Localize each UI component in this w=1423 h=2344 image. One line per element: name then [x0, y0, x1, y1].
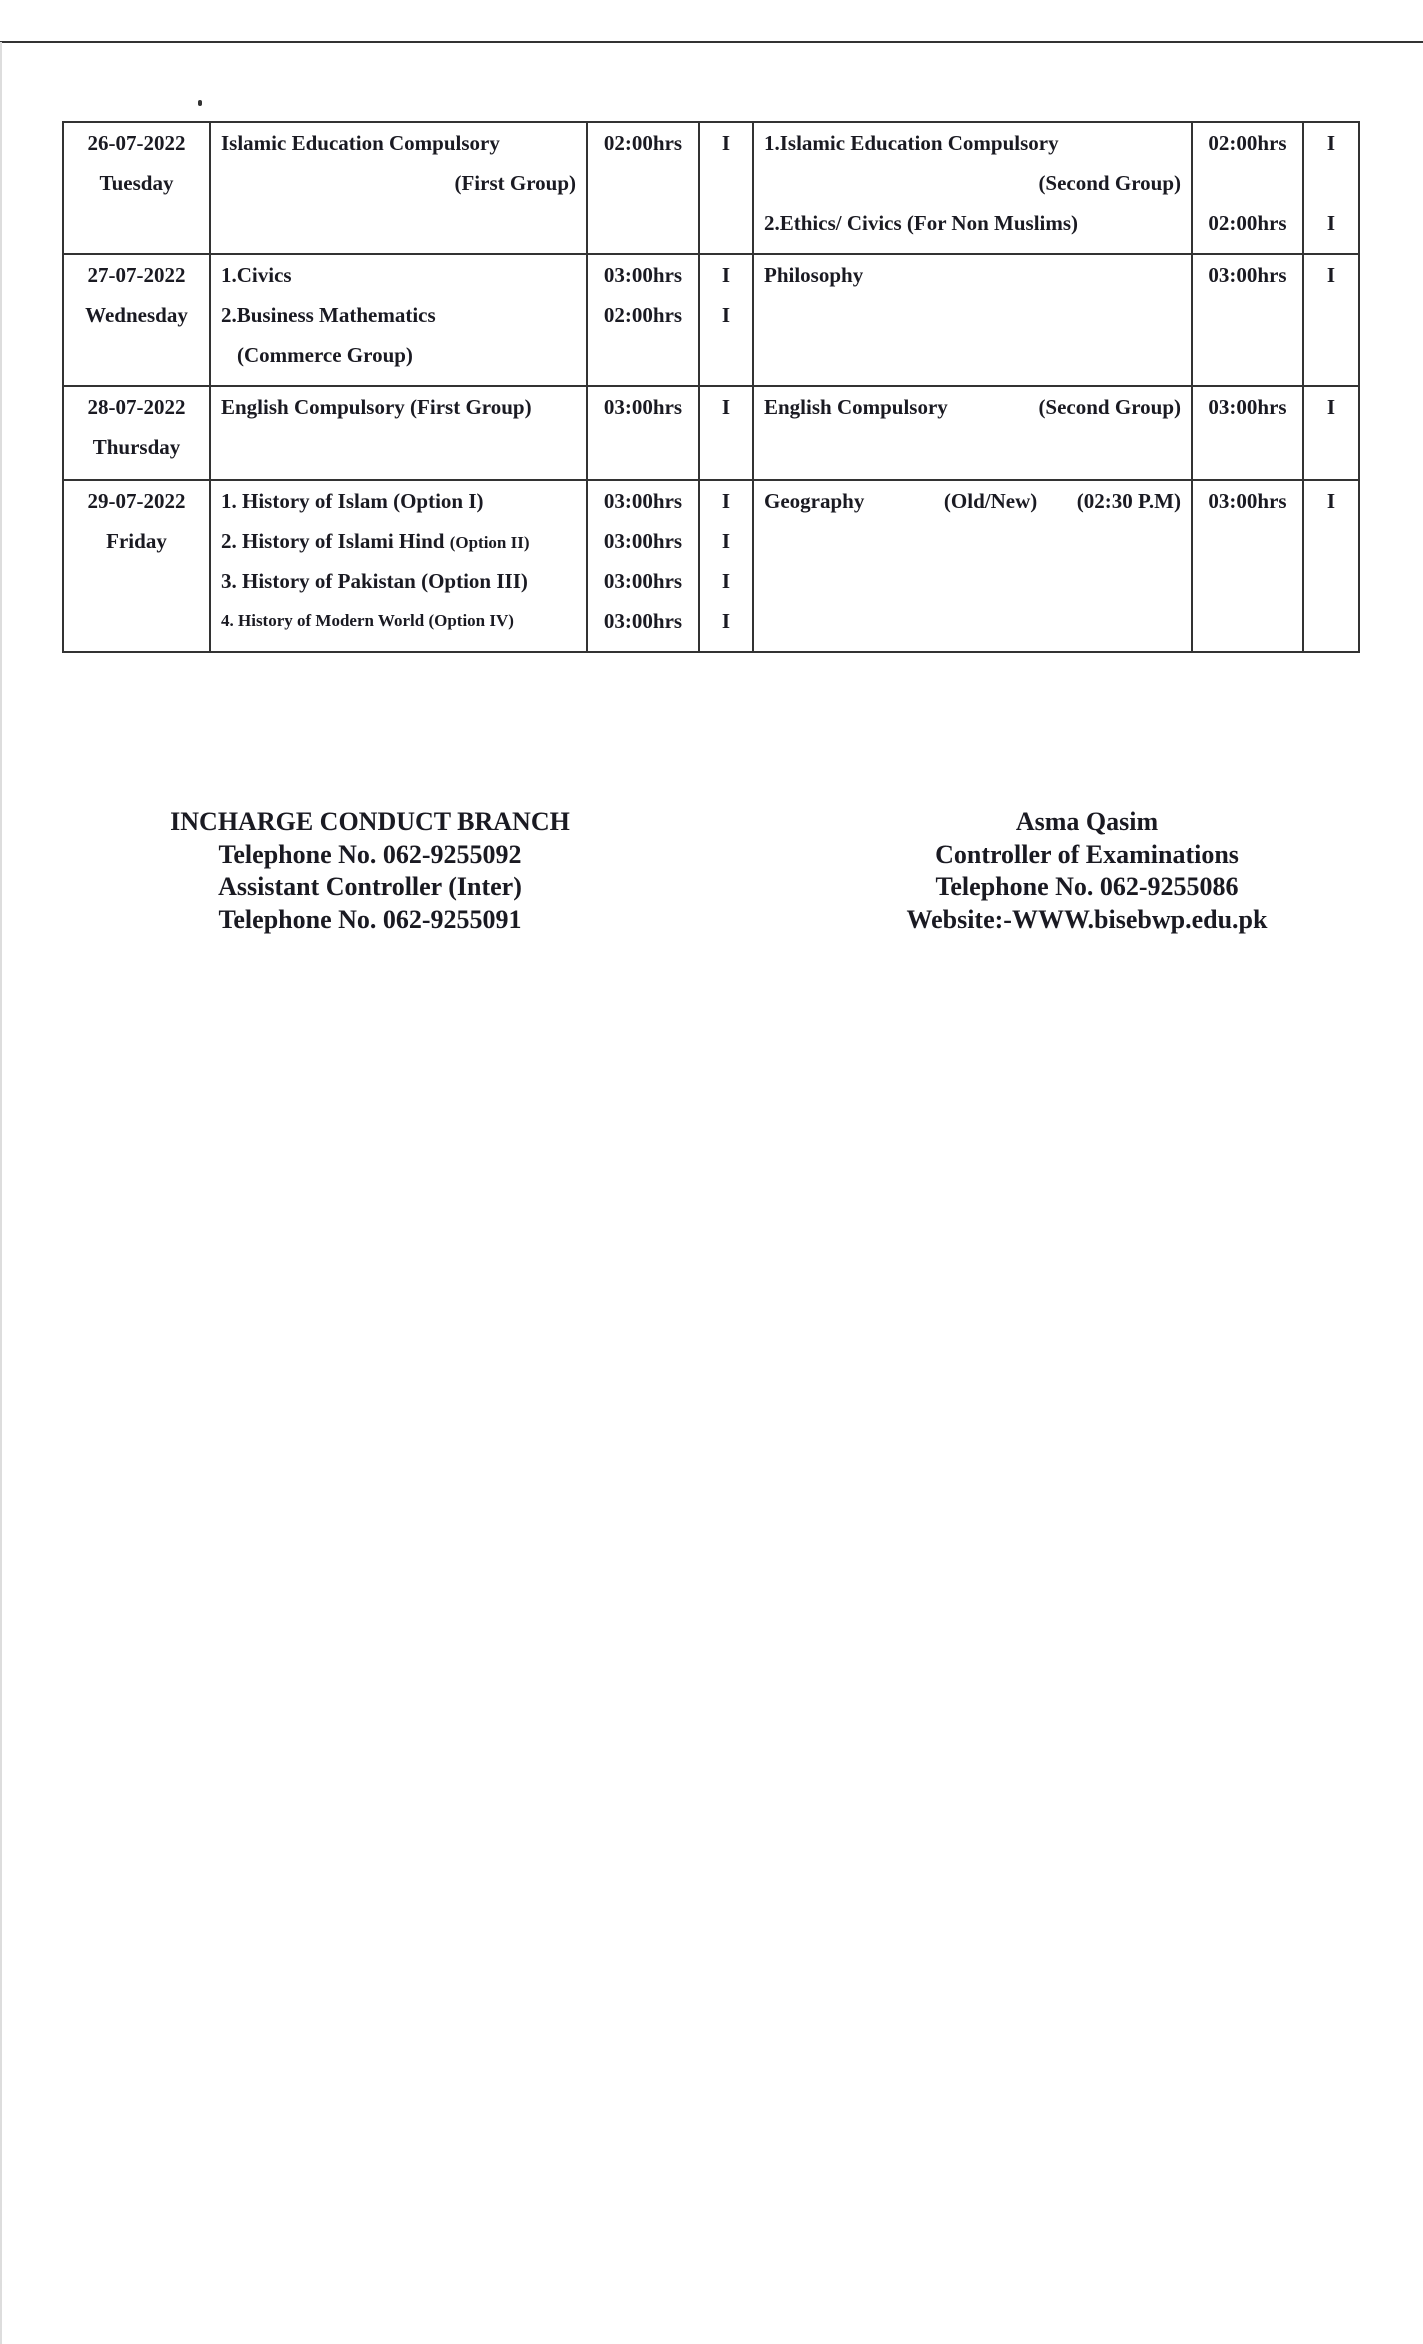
duration: 02:00hrs	[1208, 211, 1287, 235]
paper: I	[1326, 489, 1336, 513]
table-row	[63, 386, 1359, 480]
office-title: Assistant Controller (Inter)	[218, 872, 522, 901]
second-paper-cell	[1303, 386, 1359, 480]
first-sitting-subjects	[210, 254, 587, 386]
subject: 1.Civics	[221, 263, 292, 287]
top-border-line	[0, 41, 1423, 43]
duration: 02:00hrs	[603, 131, 683, 155]
first-time-cell	[587, 254, 699, 386]
subject: 4. History of Modern World (Option IV)	[221, 611, 514, 630]
day: Wednesday	[85, 303, 188, 327]
subject-note: (Second Group)	[1038, 171, 1181, 195]
subject: 2.Ethics/ Civics (For Non Muslims)	[764, 211, 1079, 235]
date: 26-07-2022	[87, 131, 186, 155]
second-sitting-subjects	[753, 480, 1192, 652]
day: Tuesday	[99, 171, 174, 195]
date-cell	[63, 122, 210, 254]
duration: 03:00hrs	[603, 489, 683, 513]
table-row	[63, 254, 1359, 386]
subject: Geography	[764, 489, 865, 513]
paper: I	[721, 489, 731, 513]
duration: 03:00hrs	[603, 395, 683, 419]
subject: English Compulsory (First Group)	[221, 395, 532, 419]
table-row	[63, 122, 1359, 254]
first-paper-cell	[699, 480, 753, 652]
second-time-cell	[1192, 386, 1303, 480]
controller-contact-block	[847, 806, 1327, 936]
paper: I	[721, 263, 731, 287]
page-edge	[0, 42, 2, 2344]
telephone: Telephone No. 062-9255092	[218, 839, 522, 869]
paper: I	[721, 303, 731, 327]
second-time-cell	[1192, 122, 1303, 254]
subject: 1.Islamic Education Compulsory	[764, 131, 1059, 155]
first-sitting-subjects	[210, 386, 587, 480]
day: Friday	[106, 529, 167, 553]
duration: 02:00hrs	[603, 303, 683, 327]
paper: I	[1326, 395, 1336, 419]
paper: I	[1326, 211, 1336, 235]
second-sitting-subjects	[753, 386, 1192, 480]
second-time-cell	[1192, 480, 1303, 652]
scan-mark	[198, 100, 202, 106]
first-sitting-subjects	[210, 122, 587, 254]
date-cell	[63, 480, 210, 652]
website: Website:-WWW.bisebwp.edu.pk	[906, 904, 1268, 934]
date-sheet-table	[62, 121, 1360, 653]
paper: I	[721, 395, 731, 419]
subject-note: (Second Group)	[1038, 395, 1181, 419]
subject: Islamic Education Compulsory	[221, 131, 500, 155]
subject: 2.Business Mathematics	[221, 303, 436, 327]
duration: 03:00hrs	[1208, 489, 1287, 513]
start-time-note: (02:30 P.M)	[1076, 489, 1181, 513]
first-time-cell	[587, 122, 699, 254]
second-sitting-subjects	[753, 122, 1192, 254]
duration: 03:00hrs	[603, 529, 683, 553]
date: 29-07-2022	[87, 489, 186, 513]
first-time-cell	[587, 480, 699, 652]
duration: 02:00hrs	[1208, 131, 1287, 155]
telephone: Telephone No. 062-9255091	[218, 904, 522, 934]
second-paper-cell	[1303, 480, 1359, 652]
date-cell	[63, 254, 210, 386]
subject: Philosophy	[764, 263, 864, 287]
table-row	[63, 480, 1359, 652]
paper: I	[721, 569, 731, 593]
first-paper-cell	[699, 386, 753, 480]
first-sitting-subjects	[210, 480, 587, 652]
subject-note: (Option II)	[449, 533, 530, 552]
subject: 2. History of Islami Hind	[221, 529, 445, 553]
date: 28-07-2022	[87, 395, 186, 419]
second-paper-cell	[1303, 122, 1359, 254]
duration: 03:00hrs	[1208, 263, 1287, 287]
subject: 1. History of Islam (Option I)	[221, 489, 484, 513]
duration: 03:00hrs	[603, 263, 683, 287]
telephone: Telephone No. 062-9255086	[935, 872, 1239, 901]
first-paper-cell	[699, 254, 753, 386]
duration: 03:00hrs	[1208, 395, 1287, 419]
duration: 03:00hrs	[603, 609, 683, 633]
subject-note: (Old/New)	[943, 489, 1038, 513]
first-paper-cell	[699, 122, 753, 254]
office-title: Controller of Examinations	[935, 839, 1239, 869]
signatory-name: Asma Qasim	[1015, 807, 1159, 836]
paper: I	[721, 529, 731, 553]
paper: I	[721, 131, 731, 155]
second-sitting-subjects	[753, 254, 1192, 386]
date: 27-07-2022	[87, 263, 186, 287]
paper: I	[1326, 263, 1336, 287]
date-cell	[63, 386, 210, 480]
duration: 03:00hrs	[603, 569, 683, 593]
incharge-contact-block	[130, 806, 610, 936]
subject-note: (Commerce Group)	[237, 343, 413, 367]
subject-note: (First Group)	[454, 171, 576, 195]
office-title: INCHARGE CONDUCT BRANCH	[170, 807, 570, 836]
day: Thursday	[92, 435, 181, 459]
second-time-cell	[1192, 254, 1303, 386]
second-paper-cell	[1303, 254, 1359, 386]
subject: 3. History of Pakistan (Option III)	[221, 569, 528, 593]
first-time-cell	[587, 386, 699, 480]
paper: I	[1326, 131, 1336, 155]
paper: I	[721, 609, 731, 633]
subject: English Compulsory	[764, 395, 948, 419]
